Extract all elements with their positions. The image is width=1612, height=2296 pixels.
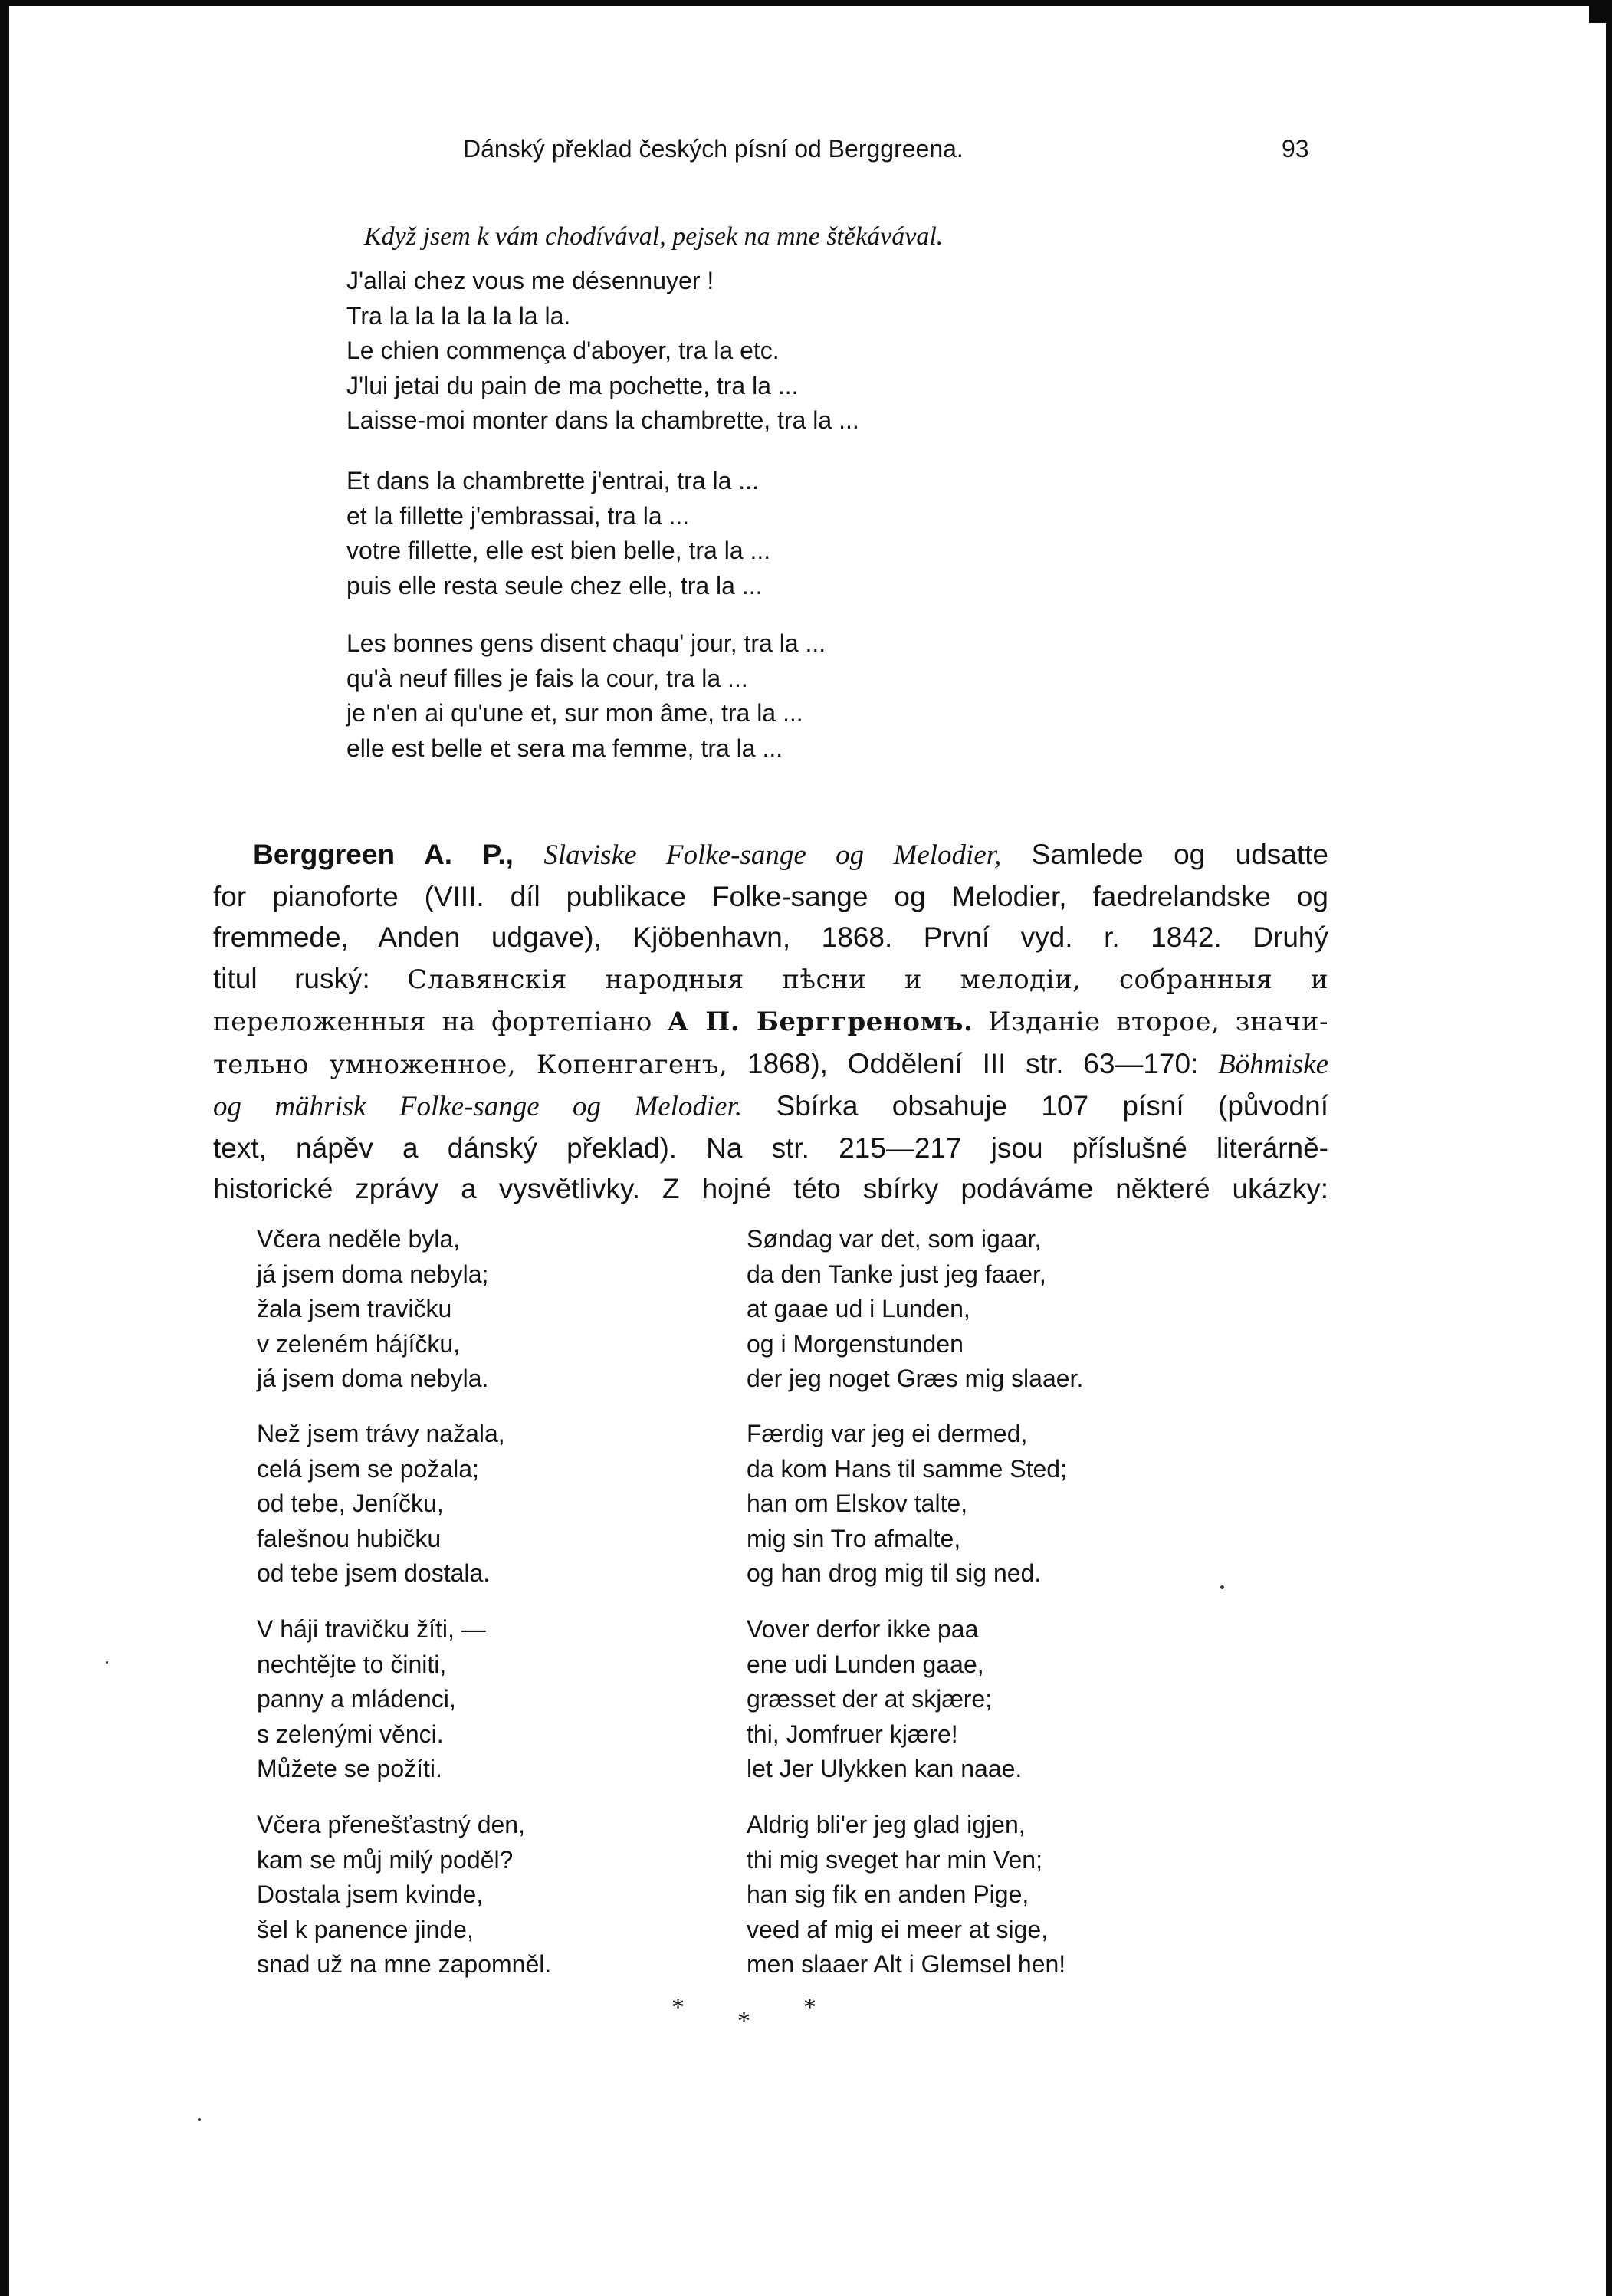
scan-speck (1220, 1585, 1224, 1589)
verse-line: od tebe, Jeníčku, (257, 1490, 444, 1517)
paragraph-line: titul ruský: Славянскія народныя пѣсни и мелодіи, собранныя и (213, 962, 1328, 995)
paragraph-line: text, nápěv a dánský překlad). Na str. 215—217 jsou příslušné literárně- (213, 1132, 1328, 1164)
czech-stanza (257, 1808, 551, 1982)
verse-line: puis elle resta seule chez elle, tra la ... (346, 571, 763, 599)
verse-line: let Jer Ulykken kan naae. (747, 1755, 1023, 1782)
verse-line: panny a mládenci, (257, 1685, 456, 1713)
verse-line: J'allai chez vous me désennuyer ! (346, 267, 714, 294)
verse-line: thi, Jomfruer kjære! (747, 1720, 958, 1748)
verse-line: han om Elskov talte, (747, 1490, 968, 1517)
verse-line: je n'en ai qu'une et, sur mon âme, tra la ... (346, 699, 803, 727)
verse-line: Než jsem trávy nažala, (257, 1420, 505, 1447)
verse-line: šel k panence jinde, (257, 1915, 474, 1943)
czech-stanza (257, 1417, 505, 1591)
verse-line: Færdig var jeg ei dermed, (747, 1420, 1028, 1447)
scan-speck (198, 2118, 201, 2121)
verse-line: Včera neděle byla, (257, 1225, 461, 1253)
verse-line: Aldrig bli'er jeg glad igjen, (747, 1811, 1026, 1838)
asterisk: * (671, 1993, 685, 2022)
scan-right-edge (1606, 0, 1612, 2296)
paragraph-line: тельно умноженное, Копенгагенъ, 1868), Oddělení III str. 63—170: Böhmiske (213, 1047, 1329, 1080)
verse-line: votre fillette, elle est bien belle, tra la ... (346, 537, 771, 564)
running-title: Dánský překlad českých písní od Berggreena. (463, 135, 964, 163)
verse-line: od tebe jsem dostala. (257, 1559, 491, 1587)
verse-line: já jsem doma nebyla. (257, 1365, 489, 1392)
verse-line: Dostala jsem kvinde, (257, 1880, 484, 1908)
french-stanza (346, 464, 770, 603)
verse-line: thi mig sveget har min Ven; (747, 1845, 1042, 1874)
paragraph-line: for pianoforte (VIII. díl publikace Folke-sange og Melodier, faedrelandske og (213, 880, 1328, 912)
verse-line: da kom Hans til samme Sted; (747, 1454, 1067, 1483)
paragraph-line: historické zprávy a vysvětlivky. Z hojné této sbírky podáváme některé ukázky: (213, 1173, 1328, 1204)
scan-speck (106, 1661, 108, 1664)
verse-line: elle est belle et sera ma femme, tra la ... (346, 734, 783, 762)
running-head (0, 135, 1612, 173)
bibliographic-paragraph (213, 834, 1328, 1210)
verse-line: græsset der at skjære; (747, 1685, 993, 1713)
verse-line: og han drog mig til sig ned. (747, 1559, 1042, 1587)
danish-stanza (747, 1222, 1083, 1397)
asterisk: * (737, 2007, 750, 2035)
work-title: Slaviske Folke-sange og Melodier, (543, 839, 1002, 871)
verse-header: Když jsem k vám chodívával, pejsek na mne štěkávával. (364, 222, 944, 251)
verse-line: Laisse-moi monter dans la chambrette, tra la ... (346, 406, 859, 434)
verse-line: V háji travičku žíti, — (257, 1615, 486, 1643)
danish-stanza (747, 1808, 1065, 1982)
verse-line: snad už na mne zapomněl. (257, 1950, 552, 1978)
verse-line: žala jsem travičku (257, 1295, 452, 1322)
verse-line: nechtějte to činiti, (257, 1650, 447, 1678)
verse-line: já jsem doma nebyla; (257, 1260, 489, 1288)
verse-line: Le chien commença d'aboyer, tra la etc. (346, 337, 780, 364)
danish-stanza (747, 1612, 1022, 1787)
verse-line: Les bonnes gens disent chaqu' jour, tra la ... (346, 629, 826, 657)
verse-line: Včera přenešťastný den, (257, 1811, 525, 1838)
verse-line: qu'à neuf filles je fais la cour, tra la ... (346, 664, 748, 692)
verse-line: der jeg noget Græs mig slaaer. (747, 1365, 1084, 1392)
french-stanza (346, 626, 826, 766)
danish-stanza (747, 1417, 1067, 1591)
french-stanza (346, 264, 859, 439)
verse-line: falešnou hubičku (257, 1524, 442, 1552)
verse-line: og i Morgenstunden (747, 1329, 964, 1358)
asterisk: * (803, 1993, 816, 2022)
verse-line: Søndag var det, som igaar, (747, 1225, 1042, 1253)
author-name: Berggreen A. P., (253, 839, 514, 870)
paragraph-line: fremmede, Anden udgave), Kjöbenhavn, 1868. První vyd. r. 1842. Druhý (213, 921, 1328, 953)
verse-line: J'lui jetai du pain de ma pochette, tra la ... (346, 371, 799, 399)
scan-left-edge (0, 0, 9, 2296)
verse-line: kam se můj milý poděl? (257, 1845, 514, 1874)
paragraph-line: переложенныя на фортепіано А П. Берггреномъ. Изданіе второе, значи- (213, 1007, 1329, 1037)
verse-line: et la fillette j'embrassai, tra la ... (346, 501, 690, 530)
page-number: 93 (1282, 135, 1309, 163)
verse-line: han sig fik en anden Pige, (747, 1880, 1029, 1908)
czech-stanza (257, 1612, 486, 1787)
verse-line: da den Tanke just jeg faaer, (747, 1260, 1046, 1288)
russian-title: Славянскія народныя пѣсни и мелодіи, собранныя и (407, 964, 1328, 995)
paragraph-line: Berggreen A. P., Slaviske Folke-sange og Melodier, Samlede og udsatte (253, 839, 1329, 871)
verse-line: Tra la la la la la la la. (346, 301, 571, 330)
verse-line: Et dans la chambrette j'entrai, tra la ... (346, 467, 759, 494)
verse-line: v zeleném hájíčku, (257, 1329, 461, 1358)
scan-corner-mark (1589, 0, 1612, 23)
verse-line: ene udi Lunden gaae, (747, 1650, 984, 1678)
czech-stanza (257, 1222, 488, 1397)
paragraph-line: og mährisk Folke-sange og Melodier. Sbírka obsahuje 107 písní (původní (213, 1090, 1328, 1122)
section-divider-asterisks (667, 1993, 843, 2039)
verse-line: celá jsem se požala; (257, 1454, 479, 1483)
scan-top-edge (0, 0, 1612, 6)
verse-line: at gaae ud i Lunden, (747, 1295, 970, 1322)
verse-line: mig sin Tro afmalte, (747, 1524, 961, 1552)
verse-line: Můžete se požíti. (257, 1755, 442, 1782)
verse-line: men slaaer Alt i Glemsel hen! (747, 1950, 1066, 1978)
verse-line: Vover derfor ikke paa (747, 1615, 979, 1643)
verse-line: veed af mig ei meer at sige, (747, 1915, 1049, 1943)
verse-line: s zelenými věnci. (257, 1720, 444, 1748)
